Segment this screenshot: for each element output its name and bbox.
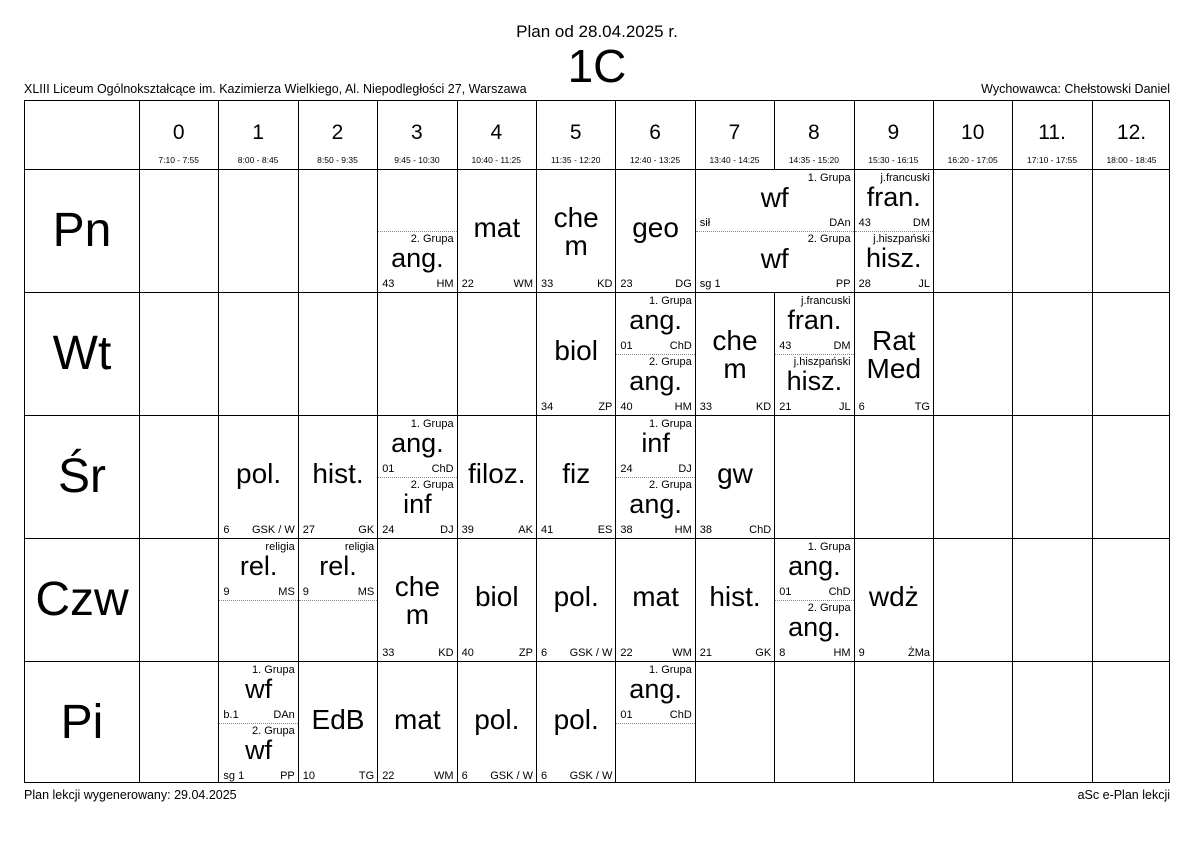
room-number: 23 — [620, 278, 633, 290]
lesson-cell[interactable] — [378, 662, 456, 784]
period-time: 14:35 - 15:20 — [788, 155, 839, 165]
group-label: j.hiszpański — [873, 233, 930, 245]
room-number: 40 — [461, 647, 474, 659]
lesson-part[interactable] — [299, 662, 377, 784]
room-number: 33 — [699, 401, 713, 413]
subject-name: pol. — [553, 704, 599, 735]
subject-name: wf — [245, 735, 273, 765]
teacher-code: KD — [438, 647, 454, 659]
group-divider — [775, 354, 853, 355]
school-name: XLIII Liceum Ogólnokształcące im. Kazimierza Wielkiego, Al. Niepodległości 27, Warszawa — [24, 82, 527, 96]
room-number: 6 — [541, 647, 548, 659]
subject-name: rel. — [239, 551, 278, 581]
teacher-code: DJ — [678, 463, 692, 475]
lesson-part[interactable] — [458, 416, 536, 538]
period-time: 10:40 - 11:25 — [471, 155, 522, 165]
subject-name: inf — [403, 489, 432, 519]
group-label: 1. Grupa — [807, 541, 851, 553]
teacher-code: HM — [436, 278, 454, 290]
room-number: 40 — [620, 401, 633, 413]
room-number: 01 — [620, 340, 633, 352]
teacher-code: ChD — [749, 524, 772, 536]
group-label: 1. Grupa — [648, 664, 692, 676]
lesson-cell[interactable] — [537, 662, 615, 784]
lesson-cell[interactable] — [775, 293, 853, 415]
teacher-code: DM — [833, 340, 851, 352]
group-label: 2. Grupa — [251, 725, 295, 737]
room-number: 33 — [382, 647, 395, 659]
period-time: 16:20 - 17:05 — [947, 155, 998, 165]
lesson-part[interactable] — [537, 170, 615, 292]
lesson-part[interactable] — [537, 662, 615, 784]
lesson-part[interactable] — [775, 539, 853, 600]
group-divider — [219, 600, 297, 601]
generated-date: Plan lekcji wygenerowany: 29.04.2025 — [24, 788, 237, 802]
subject-name: fiz — [562, 458, 591, 489]
day-label: Wt — [52, 326, 112, 380]
group-label: 1. Grupa — [648, 295, 692, 307]
teacher-code: ŻMa — [907, 647, 930, 659]
plan-date: Plan od 28.04.2025 r. — [516, 22, 678, 41]
teacher-code: KD — [755, 401, 772, 413]
group-divider — [616, 354, 694, 355]
period-number: 12. — [1116, 121, 1147, 144]
room-number: 22 — [382, 770, 395, 782]
period-number: 7 — [728, 121, 741, 144]
lesson-part[interactable] — [537, 293, 615, 415]
column-divider — [1092, 101, 1093, 782]
teacher-code: ZP — [598, 401, 613, 413]
teacher-code: WM — [672, 647, 692, 659]
room-number: b.1 — [223, 709, 239, 721]
period-number: 11. — [1038, 121, 1066, 144]
lesson-part[interactable] — [616, 662, 694, 723]
group-label: 2. Grupa — [807, 233, 851, 245]
subject-name: fran. — [866, 182, 921, 212]
period-number: 4 — [490, 121, 503, 144]
room-number: 41 — [541, 524, 554, 536]
teacher-code: WM — [434, 770, 454, 782]
teacher-code: PP — [280, 770, 295, 782]
day-label: Śr — [58, 449, 106, 503]
group-label: 1. Grupa — [251, 664, 295, 676]
subject-name: pol. — [474, 704, 520, 735]
room-number: 22 — [461, 278, 474, 290]
lesson-cell[interactable] — [537, 416, 615, 538]
room-number: sg 1 — [223, 770, 245, 782]
room-number: 6 — [461, 770, 468, 782]
lesson-part[interactable] — [616, 293, 694, 354]
lesson-part[interactable] — [696, 293, 774, 415]
subject-name: fran. — [787, 305, 842, 335]
group-divider — [616, 477, 694, 478]
group-divider — [775, 600, 853, 601]
subject-name: filoz. — [468, 458, 526, 489]
lesson-part[interactable] — [378, 416, 456, 477]
teacher-code: WM — [513, 278, 533, 290]
subject-name: ang. — [788, 612, 841, 642]
period-number: 2 — [331, 121, 344, 144]
group-label: 1. Grupa — [410, 418, 454, 430]
teacher-code: ZP — [518, 647, 533, 659]
teacher-code: GK — [358, 524, 375, 536]
lesson-part[interactable] — [775, 293, 853, 354]
lesson-part[interactable] — [219, 416, 297, 538]
period-number: 8 — [808, 121, 820, 144]
period-number: 5 — [569, 121, 582, 144]
teacher-code: DAn — [273, 709, 295, 721]
lesson-cell[interactable] — [537, 539, 615, 661]
group-divider — [616, 723, 694, 724]
teacher-code: GSK / W — [569, 770, 613, 782]
period-time: 12:40 - 13:25 — [630, 155, 681, 165]
teacher-code: TG — [914, 401, 930, 413]
room-number: 01 — [779, 586, 792, 598]
timetable-grid — [24, 100, 1170, 783]
lesson-part[interactable] — [616, 170, 694, 292]
lesson-cell[interactable] — [855, 170, 933, 292]
group-label: religia — [265, 541, 295, 553]
room-number: 34 — [541, 401, 554, 413]
lesson-part[interactable] — [616, 477, 694, 538]
teacher-code: JL — [838, 401, 851, 413]
lesson-part[interactable] — [378, 662, 456, 784]
subject-name: pol. — [553, 581, 599, 612]
lesson-cell[interactable] — [378, 170, 456, 292]
room-number: 43 — [779, 340, 792, 352]
teacher-code: JL — [918, 278, 930, 290]
teacher-code: ChD — [828, 586, 851, 598]
teacher-code: ES — [597, 524, 613, 536]
subject-name: geo — [632, 212, 679, 243]
period-number: 1 — [252, 121, 264, 144]
subject-name: ang. — [391, 428, 444, 458]
room-number: 38 — [699, 524, 713, 536]
lesson-part[interactable] — [616, 416, 694, 477]
lesson-cell[interactable] — [616, 293, 694, 415]
lesson-cell[interactable] — [696, 539, 774, 661]
teacher-code: GK — [755, 647, 772, 659]
teacher-code: KD — [597, 278, 613, 290]
group-label: j.francuski — [801, 295, 851, 307]
lesson-cell[interactable] — [616, 416, 694, 538]
group-label: j.francuski — [880, 172, 930, 184]
teacher-code: PP — [835, 278, 851, 290]
lesson-cell[interactable] — [537, 170, 615, 292]
lesson-cell[interactable] — [616, 539, 694, 661]
subject-name: mat — [473, 212, 521, 243]
lesson-part[interactable] — [616, 539, 694, 661]
lesson-cell[interactable] — [219, 662, 297, 784]
subject-name: ang. — [788, 551, 841, 581]
lesson-part[interactable] — [696, 416, 774, 538]
lesson-part[interactable] — [378, 477, 456, 538]
group-divider — [378, 477, 456, 478]
lesson-part[interactable] — [378, 231, 456, 292]
room-number: 21 — [779, 401, 792, 413]
lesson-part[interactable] — [696, 170, 854, 231]
lesson-part[interactable] — [855, 170, 933, 231]
lesson-cell[interactable] — [537, 293, 615, 415]
lesson-cell[interactable] — [696, 416, 774, 538]
room-number: sił — [699, 217, 711, 229]
subject-name: che m — [712, 325, 758, 384]
period-time: 7:10 - 7:55 — [158, 155, 200, 165]
group-divider — [299, 600, 377, 601]
lesson-part[interactable] — [219, 662, 297, 723]
period-number: 10 — [961, 121, 985, 144]
lesson-cell[interactable] — [616, 170, 694, 292]
subject-name: ang. — [391, 243, 444, 273]
lesson-cell[interactable] — [299, 416, 377, 538]
teacher-code: ChD — [669, 340, 692, 352]
subject-name: mat — [394, 704, 441, 735]
lesson-part[interactable] — [855, 539, 933, 661]
group-label: j.hiszpański — [793, 356, 851, 368]
lesson-cell[interactable] — [378, 416, 456, 538]
room-number: 10 — [302, 770, 316, 782]
subject-name: pol. — [236, 458, 282, 489]
subject-name: che m — [394, 571, 440, 630]
room-number: 38 — [620, 524, 633, 536]
lesson-part[interactable] — [458, 170, 536, 292]
lesson-part[interactable] — [696, 231, 854, 292]
lesson-part[interactable] — [219, 539, 297, 600]
room-number: 28 — [858, 278, 871, 290]
lesson-cell[interactable] — [696, 293, 774, 415]
lesson-part[interactable] — [775, 354, 853, 415]
period-number: 6 — [649, 121, 661, 144]
lesson-part[interactable] — [537, 416, 615, 538]
subject-name: hist. — [312, 458, 364, 489]
class-name: 1C — [567, 40, 627, 92]
day-label: Pi — [60, 695, 104, 749]
room-number: 33 — [541, 278, 554, 290]
teacher-code: DAn — [829, 217, 851, 229]
teacher-code: AK — [518, 524, 533, 536]
lesson-cell[interactable] — [458, 170, 536, 292]
lesson-cell[interactable] — [219, 416, 297, 538]
group-label: 2. Grupa — [410, 233, 454, 245]
lesson-cell[interactable] — [855, 539, 933, 661]
lesson-cell[interactable] — [299, 662, 377, 784]
subject-name: ang. — [629, 305, 682, 335]
lesson-part[interactable] — [458, 539, 536, 661]
group-label: 2. Grupa — [648, 479, 692, 491]
lesson-cell[interactable] — [616, 662, 694, 784]
period-time: 18:00 - 18:45 — [1106, 155, 1157, 165]
teacher-code: GSK / W — [252, 524, 295, 536]
room-number: 21 — [699, 647, 713, 659]
lesson-part[interactable] — [299, 539, 377, 600]
room-number: 01 — [620, 709, 633, 721]
room-number: 8 — [779, 647, 786, 659]
subject-name: hisz. — [866, 243, 922, 273]
lesson-part[interactable] — [855, 293, 933, 415]
lesson-part[interactable] — [299, 416, 377, 538]
room-number: 9 — [302, 586, 309, 598]
group-divider — [696, 231, 854, 232]
teacher-code: ChD — [431, 463, 454, 475]
software-credit: aSc e-Plan lekcji — [1077, 788, 1170, 802]
lesson-cell[interactable] — [219, 539, 297, 661]
teacher-code: TG — [358, 770, 375, 782]
teacher-code: GSK / W — [569, 647, 613, 659]
lesson-part[interactable] — [537, 539, 615, 661]
subject-name: wf — [760, 182, 789, 213]
room-number: 27 — [302, 524, 316, 536]
teacher-code: MS — [278, 586, 295, 598]
group-label: religia — [344, 541, 375, 553]
lesson-cell[interactable] — [458, 539, 536, 661]
room-number: 9 — [223, 586, 230, 598]
teacher-code: HM — [674, 524, 692, 536]
subject-name: wf — [245, 674, 273, 704]
period-time: 17:10 - 17:55 — [1027, 155, 1078, 165]
subject-name: che m — [553, 202, 599, 261]
teacher-code: HM — [833, 647, 851, 659]
room-number: 22 — [620, 647, 633, 659]
teacher-code: MS — [357, 586, 375, 598]
room-number: 43 — [858, 217, 871, 229]
group-label: 1. Grupa — [807, 172, 851, 184]
period-number: 9 — [887, 121, 900, 144]
room-number: 6 — [541, 770, 548, 782]
subject-name: mat — [632, 581, 679, 612]
column-divider — [1012, 101, 1013, 782]
period-time: 8:00 - 8:45 — [237, 155, 279, 165]
lesson-part[interactable] — [775, 600, 853, 661]
subject-name: ang. — [629, 674, 682, 704]
group-label: 2. Grupa — [410, 479, 454, 491]
subject-name: ang. — [629, 489, 682, 519]
day-label: Czw — [35, 572, 129, 626]
lesson-part[interactable] — [855, 231, 933, 292]
subject-name: inf — [641, 428, 670, 458]
subject-name: rel. — [319, 551, 357, 581]
lesson-cell[interactable] — [775, 539, 853, 661]
column-divider — [139, 101, 140, 782]
room-number: 43 — [382, 278, 395, 290]
group-divider — [855, 231, 933, 232]
lesson-cell[interactable] — [299, 539, 377, 661]
teacher-code: DG — [675, 278, 692, 290]
room-number: 6 — [223, 524, 230, 536]
period-time: 8:50 - 9:35 — [317, 155, 358, 165]
day-label: Pn — [52, 203, 112, 257]
teacher-code: DM — [912, 217, 930, 229]
subject-name: hist. — [709, 581, 761, 612]
subject-name: ang. — [629, 366, 682, 396]
period-number: 0 — [172, 121, 185, 144]
subject-name: Rat Med — [866, 325, 922, 384]
period-number: 3 — [411, 121, 423, 144]
group-label: 1. Grupa — [648, 418, 692, 430]
room-number: 24 — [382, 524, 395, 536]
room-number: sg 1 — [699, 278, 721, 290]
period-time: 9:45 - 10:30 — [394, 155, 440, 165]
subject-name: wf — [760, 243, 789, 274]
room-number: 24 — [620, 463, 633, 475]
teacher-code: GSK / W — [490, 770, 533, 782]
group-divider — [378, 231, 456, 232]
subject-name: gw — [717, 458, 753, 489]
room-number: 6 — [858, 401, 865, 413]
lesson-part[interactable] — [458, 662, 536, 784]
room-number: 01 — [382, 463, 395, 475]
teacher-code: ChD — [669, 709, 692, 721]
subject-name: biol — [474, 581, 519, 612]
lesson-part[interactable] — [616, 354, 694, 415]
subject-name: hisz. — [786, 366, 843, 396]
group-label: 2. Grupa — [807, 602, 851, 614]
subject-name: biol — [554, 335, 598, 366]
lesson-part[interactable] — [696, 539, 774, 661]
column-divider — [933, 101, 934, 782]
room-number: 9 — [858, 647, 865, 659]
teacher-code: DJ — [440, 524, 454, 536]
lesson-part[interactable] — [219, 723, 297, 784]
room-number: 39 — [461, 524, 474, 536]
lesson-cell[interactable] — [696, 170, 854, 292]
lesson-part[interactable] — [378, 539, 456, 661]
period-time: 13:40 - 14:25 — [709, 155, 760, 165]
group-label: 2. Grupa — [648, 356, 692, 368]
lesson-cell[interactable] — [458, 416, 536, 538]
lesson-cell[interactable] — [378, 539, 456, 661]
class-tutor: Wychowawca: Chełstowski Daniel — [981, 82, 1170, 96]
subject-name: wdż — [868, 581, 919, 612]
period-time: 11:35 - 12:20 — [550, 155, 601, 165]
lesson-cell[interactable] — [855, 293, 933, 415]
teacher-code: HM — [674, 401, 692, 413]
lesson-cell[interactable] — [458, 662, 536, 784]
group-divider — [219, 723, 297, 724]
period-time: 15:30 - 16:15 — [868, 155, 919, 165]
subject-name: EdB — [311, 704, 365, 735]
